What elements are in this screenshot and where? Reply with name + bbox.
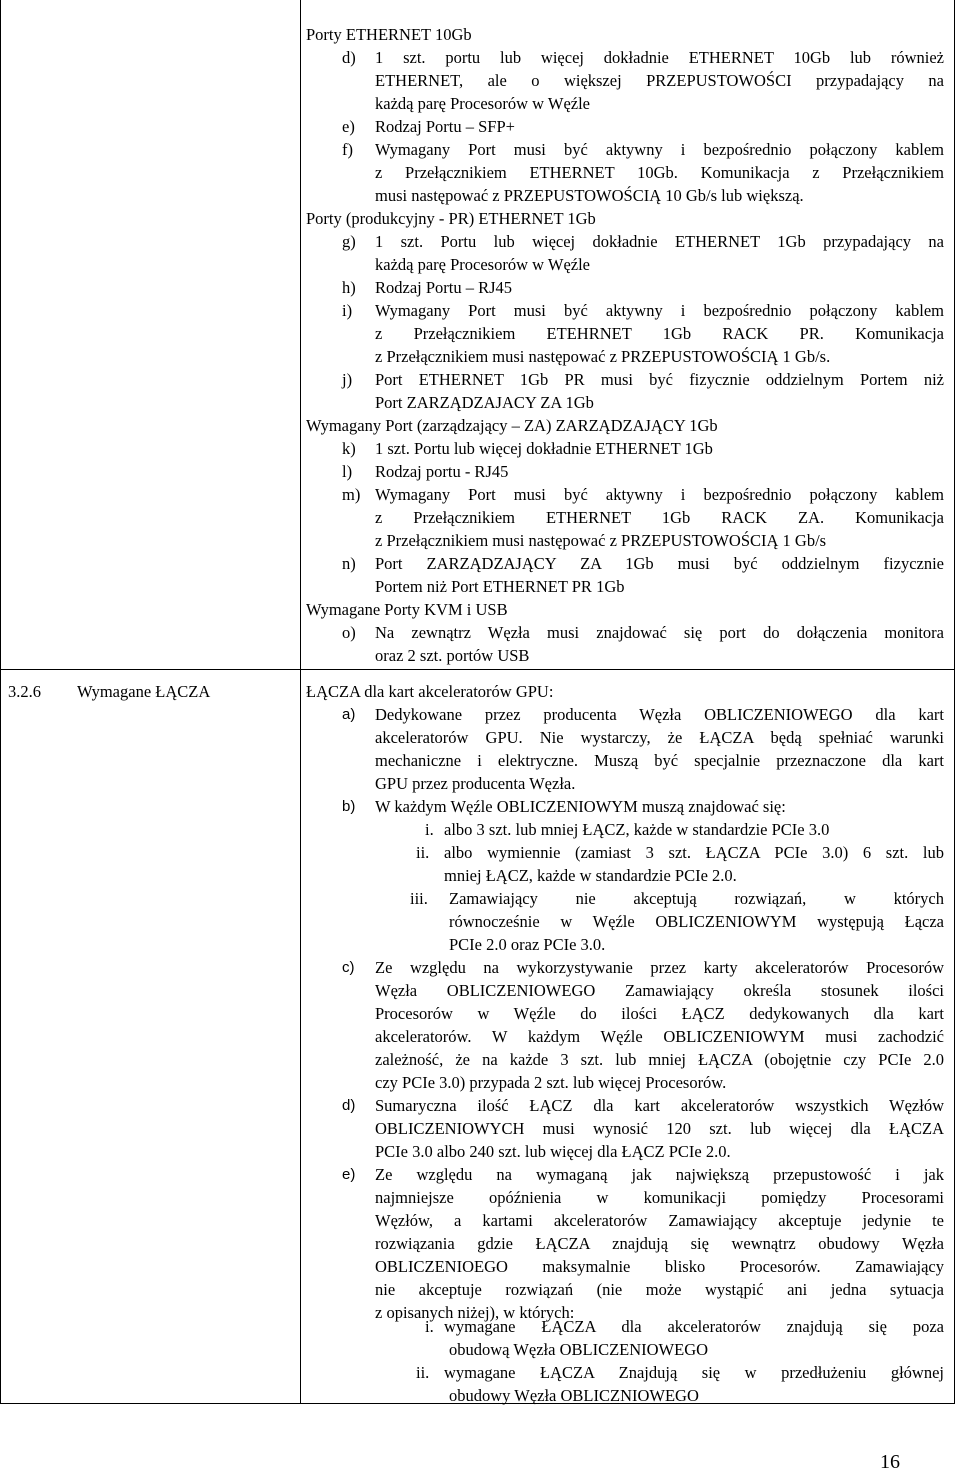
sub-item-line: mniej ŁĄCZ, każde w standardzie PCIe 2.0. bbox=[444, 866, 737, 885]
ethernet-pr-heading bbox=[306, 207, 596, 230]
item-label: c) bbox=[342, 959, 355, 976]
item-line: 1 szt. portu lub więcej dokładnie ETHERNET 10Gb lub również bbox=[375, 48, 944, 67]
item-line: 1 szt. Portu lub więcej dokładnie ETHERNET 1Gb bbox=[375, 439, 713, 458]
section-e-sublist bbox=[408, 1315, 944, 1407]
item-line: z Przełącznikiem musi następować z PRZEPUSTOWOŚCIĄ 1 Gb/s. bbox=[375, 347, 831, 366]
item-label: g) bbox=[342, 232, 356, 251]
list-item-cont bbox=[342, 1117, 944, 1140]
list-item-cont bbox=[342, 726, 944, 749]
item-line: akceleratorów. W każdym Węźle OBLICZENIOWYM musi zachodzić bbox=[375, 1027, 944, 1046]
item-label: e) bbox=[342, 117, 355, 136]
item-line: nie akceptuje rozwiązań (nie może wystąpić ani jedna sytuacja bbox=[375, 1280, 944, 1299]
item-line: każdą parę Procesorów w Węźle bbox=[375, 255, 591, 274]
item-label: o) bbox=[342, 623, 356, 642]
item-label: m) bbox=[342, 485, 361, 504]
list-item-cont bbox=[342, 1278, 944, 1301]
sub-item-cont bbox=[408, 864, 944, 887]
list-item-cont bbox=[342, 161, 944, 184]
list-item-cont bbox=[342, 1255, 944, 1278]
sub-item bbox=[408, 1361, 944, 1384]
list-item-cont bbox=[342, 1209, 944, 1232]
item-label: b) bbox=[342, 798, 356, 815]
item-label: i) bbox=[342, 301, 353, 320]
list-item bbox=[342, 115, 944, 138]
item-line: Ze względu na wykorzystywanie przez karty akceleratorów Procesorów bbox=[375, 958, 944, 977]
item-line: PCIe 3.0 albo 240 szt. lub więcej dla ŁĄCZ PCIe 2.0. bbox=[375, 1142, 731, 1161]
list-item-cont bbox=[342, 69, 944, 92]
list-item bbox=[342, 299, 944, 322]
item-line: Port ZARZĄDZAJĄCY ZA 1Gb musi być oddzielnym fizycznie bbox=[375, 554, 944, 573]
item-line: musi następować z PRZEPUSTOWOŚCIĄ 10 Gb/s lub większą. bbox=[375, 186, 804, 205]
list-item bbox=[342, 276, 944, 299]
item-line: Rodzaj Portu – RJ45 bbox=[375, 278, 513, 297]
heading-text: Porty (produkcyjny - PR) ETHERNET 1Gb bbox=[306, 209, 596, 228]
item-line: Węzłów, a kartami akceleratorów Zamawiający akceptuje jedynie te bbox=[375, 1211, 944, 1230]
sub-item bbox=[408, 841, 944, 864]
list-item bbox=[342, 138, 944, 161]
list-item bbox=[342, 46, 944, 69]
list-item bbox=[342, 1163, 944, 1186]
sub-item-line: albo 3 szt. lub mniej ŁĄCZ, każde w standardzie PCIe 3.0 bbox=[444, 820, 830, 839]
item-line: Węzła OBLICZENIOWEGO Zamawiający określa stosunek ilości bbox=[375, 981, 944, 1000]
list-item-cont bbox=[342, 1140, 944, 1163]
item-line: każdą parę Procesorów w Węźle bbox=[375, 94, 591, 113]
ethernet-za-heading bbox=[306, 414, 718, 437]
sub-item-line: równocześnie w Węźle OBLICZENIOWYM występują Łącza bbox=[449, 912, 944, 931]
item-label: f) bbox=[342, 140, 353, 159]
heading-text: Wymagane Porty KVM i USB bbox=[306, 600, 508, 619]
section-title: Wymagane ŁĄCZA bbox=[77, 682, 211, 701]
kvm-usb-heading bbox=[306, 598, 508, 621]
list-item-cont bbox=[342, 1071, 944, 1094]
list-item-cont bbox=[342, 575, 944, 598]
intro-text: ŁĄCZA dla kart akceleratorów GPU: bbox=[306, 682, 554, 701]
list-item-cont bbox=[342, 345, 944, 368]
item-line: Na zewnątrz Węzła musi znajdować się port do dołączenia monitora bbox=[375, 623, 944, 642]
list-item-cont bbox=[342, 506, 944, 529]
list-item-cont bbox=[342, 1232, 944, 1255]
list-item-cont bbox=[342, 92, 944, 115]
sub-item-line: wymagane ŁĄCZA dla akceleratorów znajdują się poza bbox=[444, 1317, 944, 1336]
item-line: Dedykowane przez producenta Węzła OBLICZENIOWEGO dla kart bbox=[375, 705, 944, 724]
item-line: Wymagany Port musi być aktywny i bezpośrednio połączony kablem bbox=[375, 301, 944, 320]
ethernet-za-list bbox=[342, 437, 944, 598]
item-label: d) bbox=[342, 48, 356, 67]
item-label: a) bbox=[342, 706, 356, 723]
item-line: ETHERNET, ale o większej PRZEPUSTOWOŚCI przypadający na bbox=[375, 71, 944, 90]
item-label: k) bbox=[342, 439, 356, 458]
item-line: OBLICZENIOWYCH musi wynosić 120 szt. lub więcej dla ŁĄCZA bbox=[375, 1119, 944, 1138]
list-item-cont bbox=[342, 184, 944, 207]
sub-item-label: ii. bbox=[416, 1363, 430, 1382]
sub-item-line: obudową Węzła OBLICZENIOWEGO bbox=[449, 1340, 709, 1359]
section-list bbox=[342, 703, 944, 818]
section-intro bbox=[306, 680, 553, 703]
list-item bbox=[342, 795, 944, 818]
sub-item-line: Zamawiający nie akceptują rozwiązań, w których bbox=[449, 889, 944, 908]
list-item-cont bbox=[342, 322, 944, 345]
sub-item-cont bbox=[408, 1338, 944, 1361]
item-line: 1 szt. Portu lub więcej dokładnie ETHERNET 1Gb przypadający na bbox=[375, 232, 944, 251]
item-line: z Przełącznikiem ETHERNET 1Gb RACK ZA. Komunikacja bbox=[375, 508, 944, 527]
page-number: 16 bbox=[880, 1451, 900, 1473]
sub-item-line: PCIe 2.0 oraz PCIe 3.0. bbox=[449, 935, 606, 954]
item-label: l) bbox=[342, 462, 353, 481]
item-line: najmniejsze opóźnienia w komunikacji pomiędzy Procesorami bbox=[375, 1188, 944, 1207]
sub-item-label: iii. bbox=[410, 889, 428, 908]
table-border-right bbox=[954, 0, 955, 1404]
list-item bbox=[342, 552, 944, 575]
list-item-cont bbox=[342, 979, 944, 1002]
ethernet-pr-list bbox=[342, 230, 944, 414]
item-label: d) bbox=[342, 1097, 356, 1114]
item-line: Ze względu na wymaganą jak największą przepustowość i jak bbox=[375, 1165, 944, 1184]
section-b-sublist bbox=[408, 818, 944, 956]
kvm-usb-list bbox=[342, 621, 944, 667]
list-item-cont bbox=[342, 1048, 944, 1071]
item-label: e) bbox=[342, 1166, 356, 1183]
ethernet-10gb-heading bbox=[306, 23, 472, 46]
item-line: mechaniczne i elektryczne. Muszą być specjalnie przeznaczone dla kart bbox=[375, 751, 944, 770]
list-item-cont bbox=[342, 391, 944, 414]
section-number: 3.2.6 bbox=[8, 682, 41, 701]
list-item bbox=[342, 956, 944, 979]
item-line: Port ZARZĄDZAJACY ZA 1Gb bbox=[375, 393, 594, 412]
item-line: Wymagany Port musi być aktywny i bezpośrednio połączony kablem bbox=[375, 485, 944, 504]
heading-text: Wymagany Port (zarządzający – ZA) ZARZĄDZAJĄCY 1Gb bbox=[306, 416, 718, 435]
list-item-cont bbox=[342, 644, 944, 667]
item-line: z opisanych niżej), w których: bbox=[375, 1303, 575, 1322]
list-item-cont bbox=[342, 1025, 944, 1048]
item-line: z Przełącznikiem musi następować z PRZEPUSTOWOŚCIĄ 1 Gb/s bbox=[375, 531, 827, 550]
item-label: h) bbox=[342, 278, 356, 297]
item-line: GPU przez producenta Węzła. bbox=[375, 774, 576, 793]
list-item bbox=[342, 703, 944, 726]
list-item bbox=[342, 483, 944, 506]
section-list-cde bbox=[342, 956, 944, 1324]
table-border-left bbox=[0, 0, 1, 1404]
sub-item-line: wymagane ŁĄCZA Znajdują się w przedłużeniu głównej bbox=[444, 1363, 944, 1382]
item-line: Procesorów w Węźle do ilości ŁĄCZ dedykowanych dla kart bbox=[375, 1004, 944, 1023]
sub-item-cont bbox=[408, 1384, 944, 1407]
item-line: oraz 2 szt. portów USB bbox=[375, 646, 530, 665]
item-line: Portem niż Port ETHERNET PR 1Gb bbox=[375, 577, 625, 596]
ethernet-10gb-list bbox=[342, 46, 944, 207]
heading-text: Porty ETHERNET 10Gb bbox=[306, 25, 472, 44]
item-line: czy PCIe 3.0) przypada 2 szt. lub więcej Procesorów. bbox=[375, 1073, 727, 1092]
list-item bbox=[342, 1094, 944, 1117]
item-line: Sumaryczna ilość ŁĄCZ dla kart akceleratorów wszystkich Węzłów bbox=[375, 1096, 944, 1115]
list-item bbox=[342, 368, 944, 391]
item-line: Rodzaj portu - RJ45 bbox=[375, 462, 509, 481]
sub-item-label: ii. bbox=[416, 843, 430, 862]
item-label: j) bbox=[342, 370, 353, 389]
list-item bbox=[342, 460, 944, 483]
table-row-divider bbox=[0, 669, 955, 670]
item-line: W każdym Węźle OBLICZENIOWYM muszą znajdować się: bbox=[375, 797, 786, 816]
sub-item-line: albo wymiennie (zamiast 3 szt. ŁĄCZA PCIe 3.0) 6 szt. lub bbox=[444, 843, 944, 862]
sub-item-label: i. bbox=[425, 1317, 434, 1336]
table-column-divider bbox=[300, 0, 301, 1404]
list-item-cont bbox=[342, 1186, 944, 1209]
sub-item-line: obudowy Węzła OBLICZNIOWEGO bbox=[449, 1386, 699, 1405]
list-item-cont bbox=[342, 529, 944, 552]
item-line: z Przełącznikiem ETEHRNET 1Gb RACK PR. Komunikacja bbox=[375, 324, 944, 343]
sub-item-cont bbox=[408, 933, 944, 956]
sub-item-cont bbox=[408, 910, 944, 933]
sub-item bbox=[408, 1315, 944, 1338]
list-item bbox=[342, 230, 944, 253]
list-item-cont bbox=[342, 1002, 944, 1025]
list-item-cont bbox=[342, 749, 944, 772]
list-item bbox=[342, 437, 944, 460]
sub-item bbox=[408, 887, 944, 910]
item-label: n) bbox=[342, 554, 356, 573]
sub-item bbox=[408, 818, 944, 841]
sub-item-label: i. bbox=[425, 820, 434, 839]
item-line: z Przełącznikiem ETHERNET 10Gb. Komunikacja z Przełącznikiem bbox=[375, 163, 944, 182]
item-line: zależność, że na każde 3 szt. lub mniej ŁĄCZA (obojętnie czy PCIe 2.0 bbox=[375, 1050, 944, 1069]
list-item-cont bbox=[342, 253, 944, 276]
item-line: Port ETHERNET 1Gb PR musi być fizycznie oddzielnym Portem niż bbox=[375, 370, 944, 389]
item-line: Rodzaj Portu – SFP+ bbox=[375, 117, 515, 136]
list-item-cont bbox=[342, 772, 944, 795]
item-line: rozwiązania gdzie ŁĄCZA znajdują się wewnątrz obudowy Węzła bbox=[375, 1234, 944, 1253]
list-item bbox=[342, 621, 944, 644]
item-line: OBLICZENIOEGO maksymalnie blisko Procesorów. Zamawiający bbox=[375, 1257, 944, 1276]
item-line: Wymagany Port musi być aktywny i bezpośrednio połączony kablem bbox=[375, 140, 944, 159]
item-line: akceleratorów GPU. Nie wystarczy, że ŁĄCZA będą spełniać warunki bbox=[375, 728, 944, 747]
